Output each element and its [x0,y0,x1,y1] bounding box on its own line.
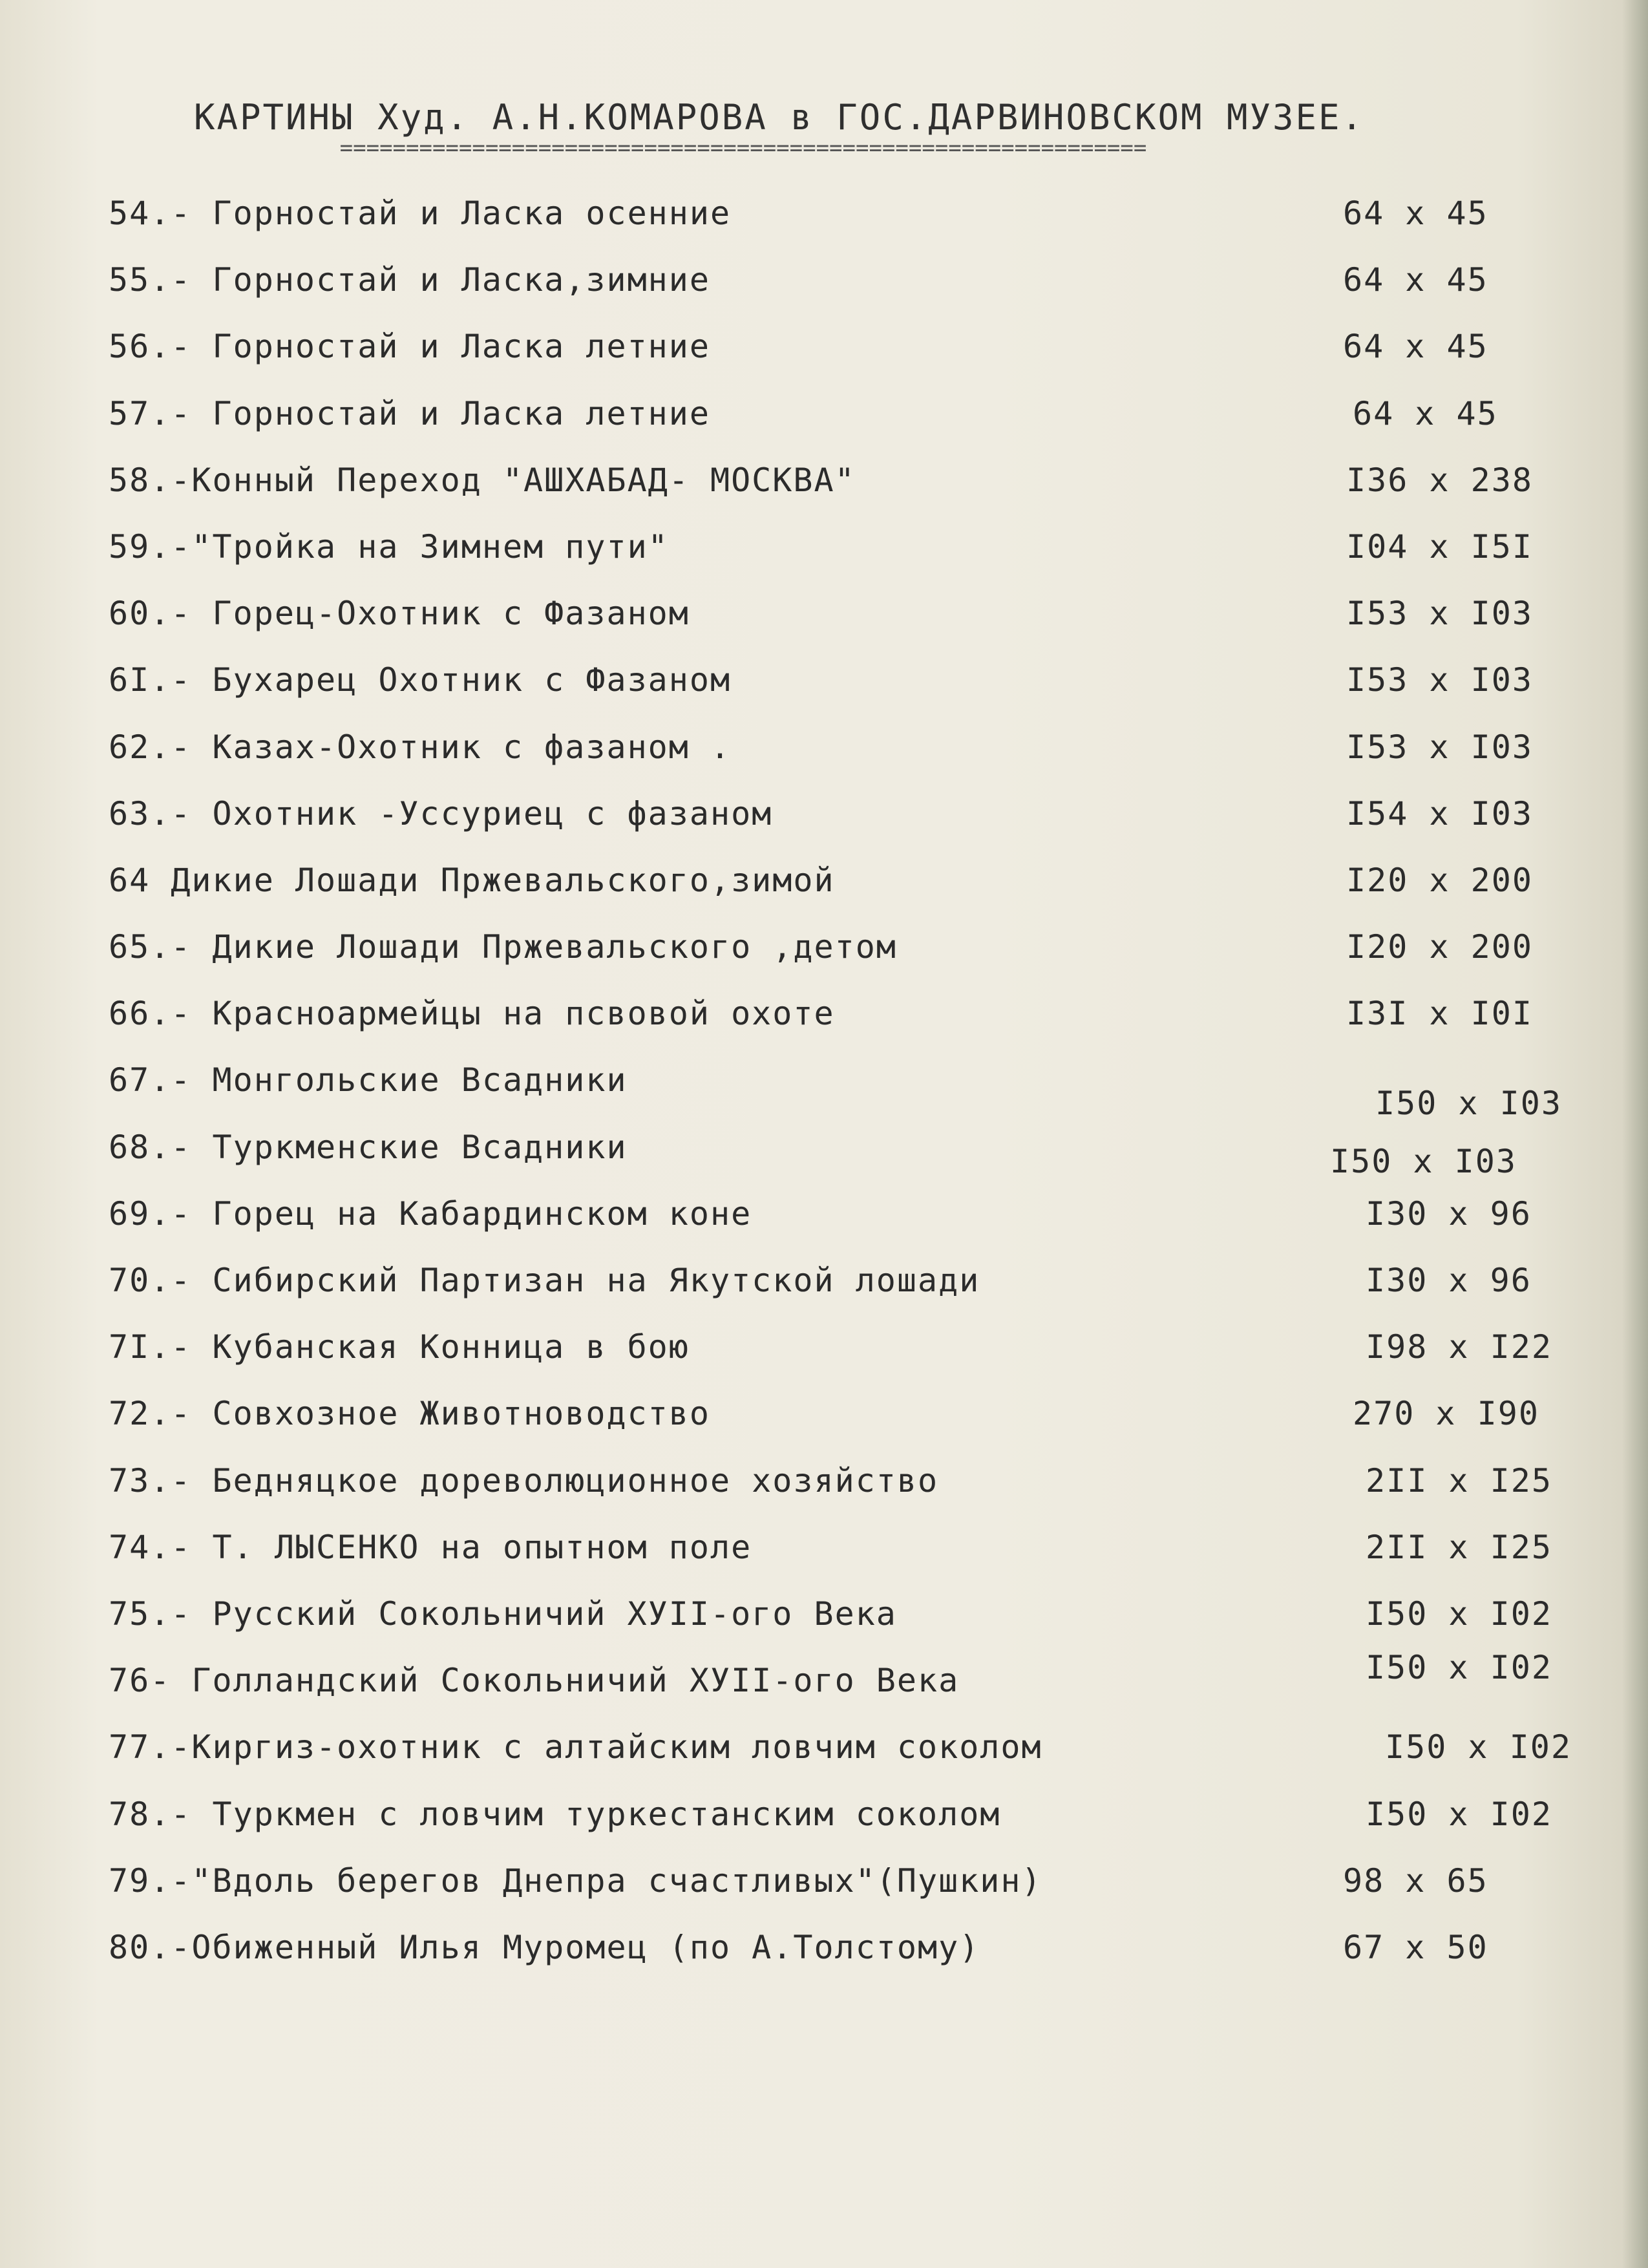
painting-title: 80.-Обиженный Илья Муромец (по А.Толстому) [109,1928,980,1966]
painting-dimensions: I30 x 96 [1366,1194,1532,1233]
list-item [109,661,1582,727]
painting-dimensions: I20 x 200 [1346,861,1533,899]
painting-title: 65.- Дикие Лошади Пржевальского ,детом [109,928,897,966]
painting-title: 54.- Горностай и Ласка осенние [109,195,732,232]
painting-title: 72.- Совхозное Животноводство [109,1395,710,1433]
list-item [109,1728,1582,1794]
painting-dimensions: 64 x 45 [1353,394,1498,432]
painting-title: 75.- Русский Сокольничий ХУII-ого Века [109,1595,897,1633]
painting-title: 68.- Туркменские Всадники [109,1128,628,1166]
list-item [109,1461,1582,1528]
list-item [109,327,1582,394]
painting-title: 60.- Горец-Охотник с Фазаном [109,595,690,633]
list-item [109,1328,1582,1394]
painting-dimensions: I04 x I5I [1346,527,1533,566]
painting-dimensions: I53 x I03 [1346,595,1533,633]
paintings-list [109,194,1582,1995]
list-item [109,1595,1582,1661]
painting-title: 58.-Конный Переход "АШХАБАД- МОСКВА" [109,461,856,499]
painting-dimensions: I50 x I02 [1366,1795,1552,1833]
list-item [109,194,1582,260]
list-item [109,1194,1582,1261]
list-item [109,1649,1582,1728]
painting-dimensions: I53 x I03 [1346,661,1533,699]
painting-dimensions: I53 x I03 [1346,728,1533,766]
painting-dimensions: 98 x 65 [1343,1861,1488,1900]
painting-title: 67.- Монгольские Всадники [109,1061,628,1099]
header [194,97,1365,161]
painting-title: 79.-"Вдоль берегов Днепра счастливых"(Пушкин) [109,1861,1042,1900]
list-item [109,260,1582,327]
painting-title: 59.-"Тройка на Зимнем пути" [109,527,669,566]
list-item [109,794,1582,861]
painting-dimensions: I54 x I03 [1346,794,1533,832]
painting-title: 69.- Горец на Кабардинском коне [109,1194,752,1233]
painting-dimensions: I36 x 238 [1346,461,1533,499]
painting-dimensions: 64 x 45 [1343,195,1488,232]
painting-dimensions: 64 x 45 [1343,328,1488,366]
painting-dimensions: I30 x 96 [1366,1262,1532,1299]
painting-title: 64 Дикие Лошади Пржевальского,зимой [109,861,835,899]
list-item [109,527,1582,594]
paper-edge-shadow [1622,0,1648,2268]
painting-dimensions: I50 x I02 [1385,1728,1572,1766]
list-item [109,394,1582,461]
painting-dimensions: 270 x I90 [1353,1395,1539,1433]
list-item [109,1261,1582,1328]
painting-dimensions: 67 x 50 [1343,1928,1488,1966]
painting-title: 70.- Сибирский Партизан на Якутской лошади [109,1262,980,1299]
painting-dimensions: I50 x I02 [1366,1595,1552,1633]
list-item [109,461,1582,527]
list-item [109,1061,1582,1127]
painting-dimensions: I50 x I02 [1366,1649,1552,1687]
painting-dimensions: I98 x I22 [1366,1328,1552,1366]
document-title: КАРТИНЫ Худ. А.Н.КОМАРОВА в ГОС.ДАРВИНОВСКОМ МУЗЕЕ. [194,97,1365,138]
painting-title: 55.- Горностай и Ласка,зимние [109,261,710,299]
painting-title: 77.-Киргиз-охотник с алтайским ловчим соколом [109,1728,1042,1766]
painting-dimensions: I3I x I0I [1346,995,1533,1033]
painting-title: 6I.- Бухарец Охотник с Фазаном [109,661,732,699]
painting-title: 74.- Т. ЛЫСЕНКО на опытном поле [109,1528,752,1566]
list-item [109,728,1582,794]
title-underline: ============================================================= [339,135,1147,161]
list-item [109,1861,1582,1928]
list-item [109,1128,1582,1194]
list-item [109,1394,1582,1461]
list-item [109,1795,1582,1861]
painting-dimensions: 2II x I25 [1366,1528,1552,1566]
painting-dimensions: 64 x 45 [1343,261,1488,299]
painting-dimensions: I50 x I03 [1375,1085,1562,1123]
painting-dimensions: I50 x I03 [1330,1142,1517,1180]
list-item [109,1528,1582,1595]
painting-title: 56.- Горностай и Ласка летние [109,328,710,366]
painting-dimensions: I20 x 200 [1346,928,1533,966]
painting-dimensions: 2II x I25 [1366,1461,1552,1500]
painting-title: 76- Голландский Сокольничий ХУII-ого Века [109,1662,960,1700]
painting-title: 73.- Бедняцкое дореволюционное хозяйство [109,1461,939,1500]
painting-title: 78.- Туркмен с ловчим туркестанским соколом [109,1795,1001,1833]
list-item [109,594,1582,661]
painting-title: 63.- Охотник -Уссуриец с фазаном [109,794,773,832]
painting-title: 66.- Красноармейцы на псвовой охоте [109,995,835,1033]
painting-title: 57.- Горностай и Ласка летние [109,394,710,432]
painting-title: 7I.- Кубанская Конница в бою [109,1328,690,1366]
list-item [109,927,1582,994]
painting-title: 62.- Казах-Охотник с фазаном . [109,728,732,766]
list-item [109,994,1582,1061]
list-item [109,1928,1582,1995]
list-item [109,861,1582,927]
